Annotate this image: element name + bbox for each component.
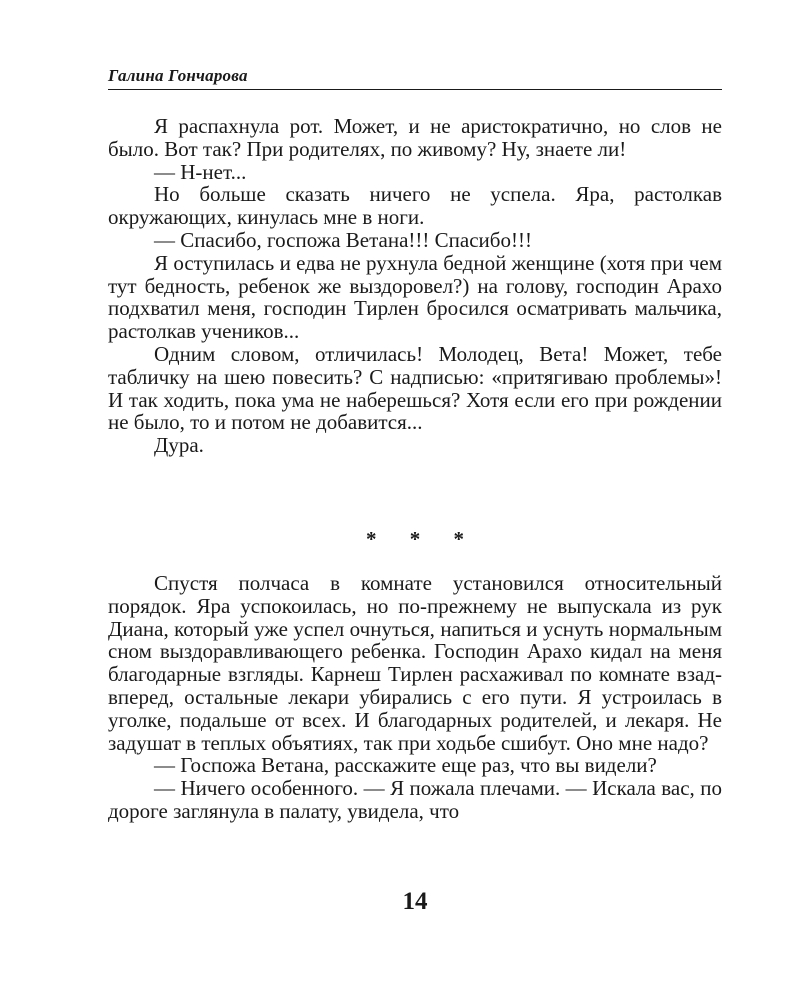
paragraph: — Госпожа Ветана, расскажите еще раз, что вы видели? <box>154 753 657 778</box>
page-number: 14 <box>402 888 428 915</box>
paragraph: Но больше сказать ничего не успела. Яра, растолкав окружающих, кинулась мне в ноги. <box>108 182 722 230</box>
paragraph: — Спасибо, госпожа Ветана!!! Спасибо!!! <box>154 227 532 252</box>
header-rule <box>108 89 722 90</box>
running-head-author: Галина Гончарова <box>108 66 248 85</box>
text-section-2 <box>108 572 722 823</box>
paragraph: Одним словом, отличилась! Молодец, Вета! Может, тебе табличку на шею повесить? С надписью: «притягиваю проблемы»! И так ходить, пока ума не наберешься? Хотя если его при рождении не было, то и потом не добавится... <box>108 341 722 435</box>
text-section-1 <box>108 115 722 457</box>
paragraph: — Н-нет... <box>154 159 247 184</box>
paragraph: — Ничего особенного. — Я пожала плечами. — Искала вас, по дороге заглянула в палату, увидела, что <box>108 776 722 823</box>
paragraph: Дура. <box>154 433 204 458</box>
paragraph: Я распахнула рот. Может, и не аристократично, но слов не было. Вот так? При родителях, по живому? Ну, знаете ли! <box>108 114 722 161</box>
paragraph: Я оступилась и едва не рухнула бедной женщине (хотя при чем тут бедность, ребенок же выздоровел?) на голову, господин Арахо подхватил меня, господин Тирлен бросился осматривать мальчика, растолкав учеников... <box>108 250 722 344</box>
paragraph: Спустя полчаса в комнате установился относительный порядок. Яра успокоилась, но по-прежнему не выпускала из рук Диана, который уже успел очнуться, напиться и уснуть нормальным сном выздоравливающего ребенка. Господин Арахо кидал на меня благодарные взгляды. Карнеш Тирлен расхаживал по комнате взад-вперед, остальные лекари убирались с его пути. Я устроилась в уголке, подальше от всех. И благодарных родителей, и лекаря. Не задушат в теплых объятиях, так при ходьбе сшибут. Оно мне надо? <box>108 571 722 755</box>
section-separator: * * * <box>366 527 478 551</box>
